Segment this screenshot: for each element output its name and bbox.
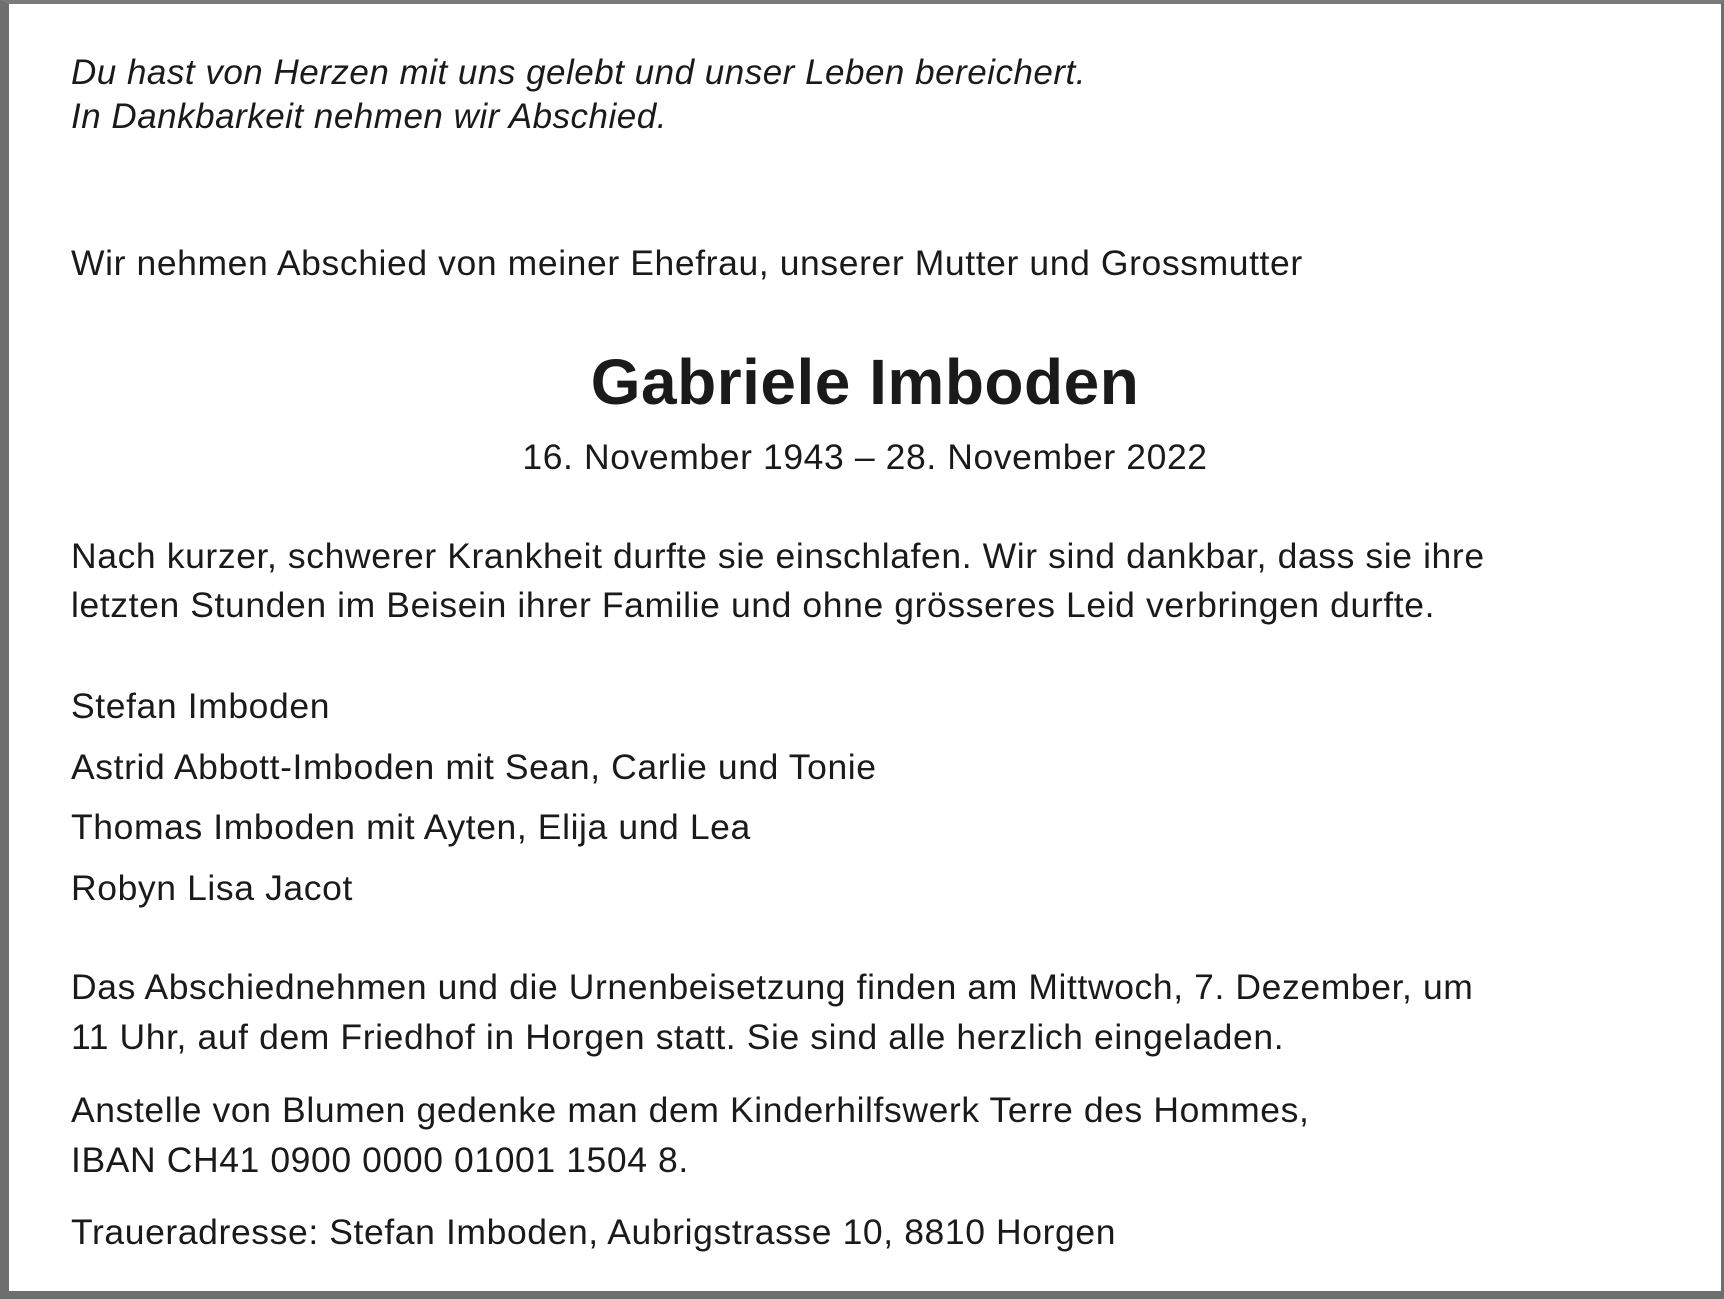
mourner-1: Stefan Imboden	[71, 686, 331, 726]
message-line-1: Nach kurzer, schwerer Krankheit durfte sie einschlafen. Wir sind dankbar, dass sie ihre	[71, 536, 1485, 576]
intro-text: Wir nehmen Abschied von meiner Ehefrau, unserer Mutter und Grossmutter	[71, 243, 1303, 283]
ceremony-line-1: Das Abschiednehmen und die Urnenbeisetzung finden am Mittwoch, 7. Dezember, um	[71, 967, 1474, 1007]
mourner-2: Astrid Abbott-Imboden mit Sean, Carlie und Tonie	[71, 747, 877, 787]
mourner-4: Robyn Lisa Jacot	[71, 868, 353, 908]
life-dates: 16. November 1943 – 28. November 2022	[522, 437, 1208, 477]
message-line-2: letzten Stunden im Beisein ihrer Familie und ohne grösseres Leid verbringen durfte.	[71, 585, 1436, 625]
motto-line-1: Du hast von Herzen mit uns gelebt und unser Leben bereichert.	[71, 53, 1086, 92]
ceremony-line-2: 11 Uhr, auf dem Friedhof in Horgen statt. Sie sind alle herzlich eingeladen.	[71, 1017, 1285, 1057]
donation-line-2: IBAN CH41 0900 0000 01001 1504 8.	[71, 1140, 689, 1180]
mourner-3: Thomas Imboden mit Ayten, Elija und Lea	[71, 807, 751, 847]
donation-line-1: Anstelle von Blumen gedenke man dem Kinderhilfswerk Terre des Hommes,	[71, 1090, 1310, 1130]
deceased-name: Gabriele Imboden	[590, 346, 1140, 418]
mourning-address: Traueradresse: Stefan Imboden, Aubrigstrasse 10, 8810 Horgen	[71, 1212, 1117, 1252]
motto-line-2: In Dankbarkeit nehmen wir Abschied.	[71, 97, 667, 136]
